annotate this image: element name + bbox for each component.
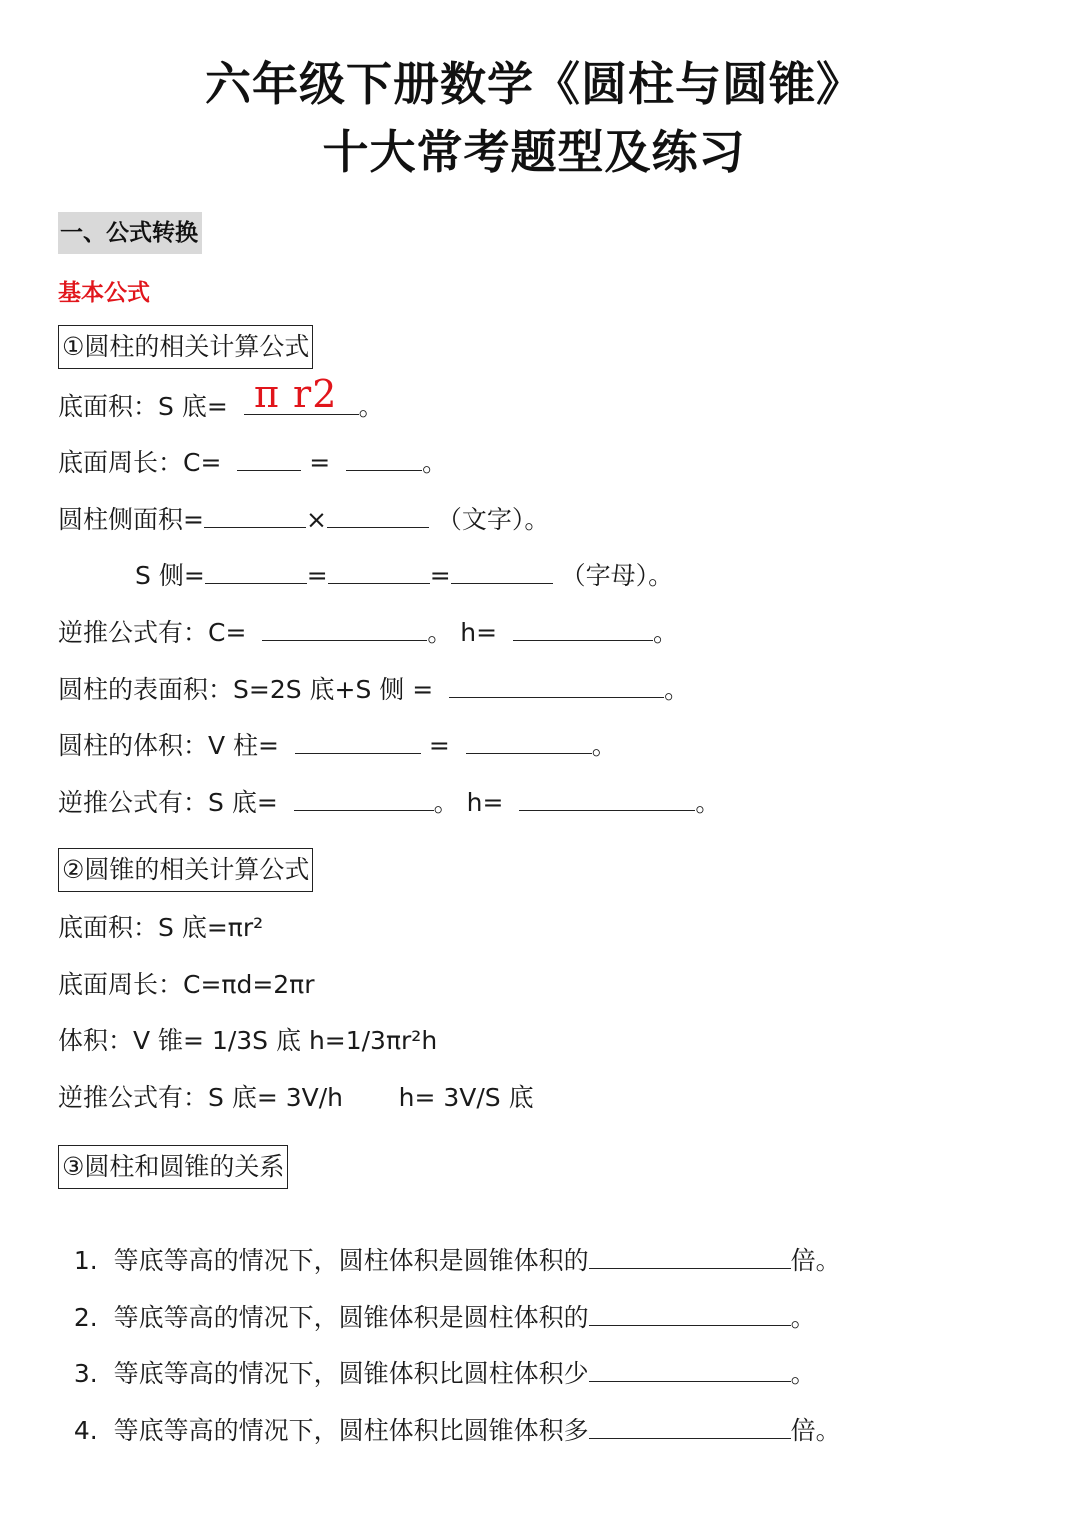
cylinder-lateral-area-letters-line [135, 557, 673, 593]
line-mid: 。 h= [427, 618, 498, 647]
line-text: 底面积：S 底= [58, 392, 228, 421]
item-text: 4. 等底等高的情况下，圆柱体积比圆锥体积多 [73, 1416, 589, 1445]
cylinder-base-perimeter-line [58, 444, 447, 480]
cylinder-inverse-formula-line-2 [58, 784, 720, 820]
equals-sign: = [429, 561, 451, 590]
answer-blank[interactable] [466, 727, 592, 754]
relation-item [58, 1378, 841, 1448]
answer-blank[interactable] [519, 784, 695, 811]
cone-base-perimeter-line: 底面周长：C=πd=2πr [58, 970, 315, 999]
item-end: 倍。 [790, 1416, 841, 1445]
equals-sign: = [428, 731, 450, 760]
cylinder-surface-area-line [58, 671, 689, 707]
answer-blank[interactable] [346, 444, 422, 471]
answer-blank[interactable] [295, 727, 421, 754]
cone-volume-line: 体积：V 锥= 1/3S 底 h=1/3πr²h [58, 1026, 438, 1055]
item-end: 倍。 [790, 1246, 841, 1275]
line-end: 。 [422, 448, 448, 477]
times-sign: × [305, 505, 327, 534]
equals-sign: = [309, 448, 331, 477]
equals-sign: = [306, 561, 328, 590]
line-end: 。 [358, 392, 384, 421]
answer-blank[interactable] [328, 557, 430, 584]
line-text: 圆柱的表面积：S=2S 底+S 侧 = [58, 675, 434, 704]
answer-blank[interactable] [513, 614, 653, 641]
line-text: 逆推公式有：C= [58, 618, 247, 647]
item-text: 2. 等底等高的情况下，圆锥体积是圆柱体积的 [73, 1303, 589, 1332]
answer-blank[interactable] [294, 784, 434, 811]
cone-inverse-formula-line: 逆推公式有：S 底= 3V/h h= 3V/S 底 [58, 1083, 534, 1112]
line-end: 。 [664, 675, 690, 704]
cone-base-area-line: 底面积：S 底=πr² [58, 913, 264, 942]
cone-formula-box-title: ②圆锥的相关计算公式 [58, 848, 313, 892]
line-text: S 侧= [135, 561, 205, 590]
answer-blank[interactable] [327, 501, 429, 528]
relation-box-title: ③圆柱和圆锥的关系 [58, 1145, 288, 1189]
cylinder-inverse-formula-line-1 [58, 614, 678, 650]
line-text: 底面周长：C= [58, 448, 222, 477]
answer-blank[interactable] [449, 671, 664, 698]
line-end: 。 [695, 788, 721, 817]
line-end: 。 [591, 731, 617, 760]
handwritten-answer-pi-r2: π r2 [254, 372, 338, 416]
page-title-line-1: 六年级下册数学《圆柱与圆锥》 [205, 57, 863, 111]
item-end: 。 [790, 1303, 816, 1332]
answer-blank[interactable] [262, 614, 427, 641]
page-title-line-2: 十大常考题型及练习 [322, 125, 746, 179]
answer-blank[interactable] [237, 444, 301, 471]
answer-blank[interactable] [451, 557, 553, 584]
line-end: （文字）。 [436, 505, 550, 534]
line-mid: 。 h= [433, 788, 504, 817]
answer-blank[interactable] [589, 1412, 791, 1439]
line-text: 逆推公式有：S 底= [58, 788, 278, 817]
line-end: （字母）。 [560, 561, 674, 590]
item-text: 1. 等底等高的情况下，圆柱体积是圆锥体积的 [73, 1246, 589, 1275]
line-text: 圆柱侧面积= [58, 505, 204, 534]
cylinder-lateral-area-words-line [58, 501, 549, 537]
subheading-basic-formulas: 基本公式 [58, 280, 150, 306]
line-text: 圆柱的体积：V 柱= [58, 731, 279, 760]
item-text: 3. 等底等高的情况下，圆锥体积比圆柱体积少 [73, 1359, 589, 1388]
cylinder-volume-line [58, 727, 617, 763]
answer-blank[interactable] [204, 501, 306, 528]
cylinder-formula-box-title: ①圆柱的相关计算公式 [58, 325, 313, 369]
section-heading-formula-conversion: 一、公式转换 [58, 212, 202, 254]
item-end: 。 [790, 1359, 816, 1388]
answer-blank[interactable] [205, 557, 307, 584]
line-end: 。 [652, 618, 678, 647]
